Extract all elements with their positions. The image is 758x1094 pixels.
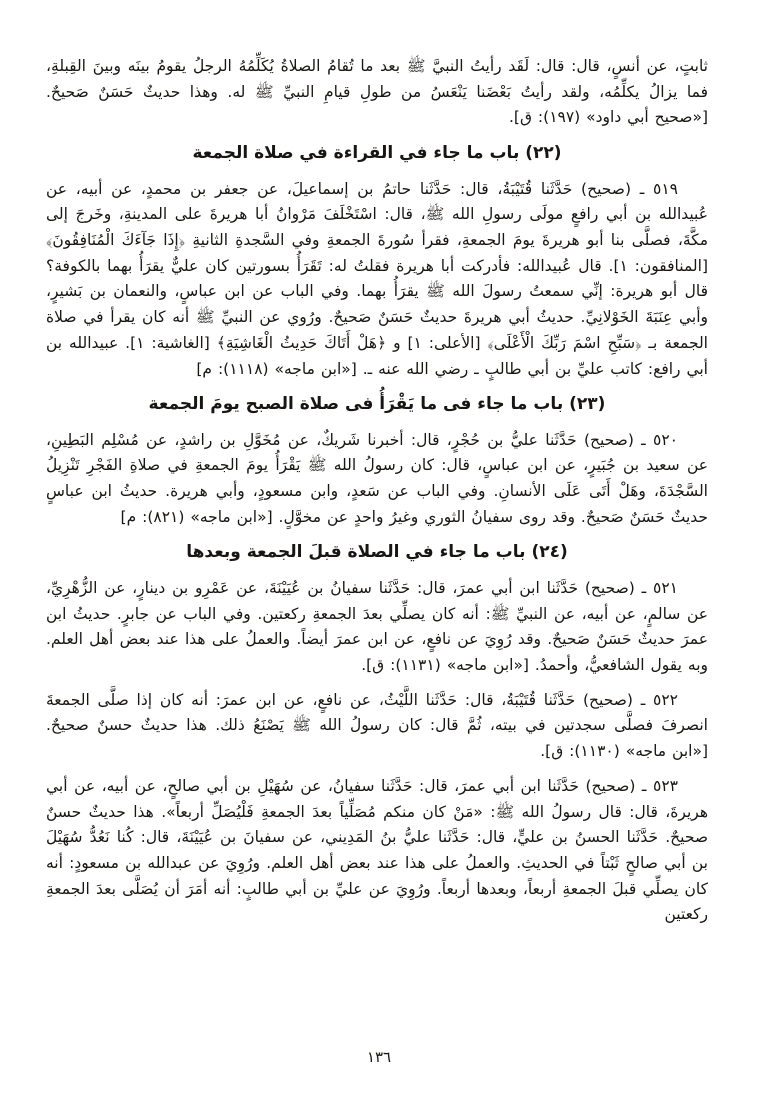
hadith-paragraph-520: ٥٢٠ ـ (صحيح) حَدَّثَنا عليُّ بن حُجْرٍ، قال: أخبرنا شَريكٌ، عن مُخَوَّلِ بن راشدٍ، عن مُسْلِم البَطِينِ، عن سعيد بن جُبَيرٍ، عن ابن عباسٍ، قال: كان رسولُ الله ﷺ يَقْرَأُ يومَ الجمعةِ في صلاةِ الفَجْرِ تَنْزِيلُ السَّجْدَةَ، وهَلْ أَتَى عَلَى الأنسانِ. وفي الباب عن سَعدٍ، وابن مسعودٍ، وأبي هريرة. حديثُ ابن عباسٍ حديثٌ حَسَنٌ صَحيحٌ. وقد روى سفيانُ الثوري وغيرُ واحدٍ عن مخوَّلٍ. [«ابن ماجه» (٨٢١): م] xyxy=(46,430,708,526)
hadith-paragraph-519: ٥١٩ ـ (صحيح) حَدَّثَنا قُتَيْبَةُ، قال: حَدَّثَنا حاتمُ بن إسماعيلَ، عن جعفر بن محمدٍ، عن أبيه، عن عُبيدالله بن أبي رافعٍ مولَى رسولِ الله ﷺ، قال: اسْتَخْلَفَ مَرْوانُ أبا هريرةَ على المدينةِ، وخَرجَ إلى مكَّةَ، فصلَّى بنا أبو هريرةَ يومَ الجمعةِ، فقرأ سُورةَ الجمعةِ وفي السَّجدةِ الثانيةِ ﴿إِذَا جَآءَكَ الْمُنَافِقُونَ﴾ [المنافقون: ١]. قال عُبيدالله: فأدركت أبا هريرة فقلتُ له: تَقَرَأُ بسورتين كان عليٌّ يقرَأُ بهما بالكوفة؟ قال أبو هريرة: إنِّي سمعتُ رسولَ الله ﷺ يقرَأُ بهما. وفي الباب عن ابن عباسٍ، والنعمان بن بَشيرٍ، وأبي عِنَبَةَ الخَوْلانِيِّ. حديثُ أبي هريرةَ حديثٌ حَسَنٌ صَحيحٌ. ورُوي عن النبيِّ ﷺ أنه كان يقرأ في صلاة الجمعة بـ ﴿سَبِّحِ اسْمَ رَبِّكَ الْأَعْلَى﴾ [الأعلى: ١] و ﴿هَلْ أَتَاكَ حَدِيثُ الْغَاشِيَةِ﴾ [الغاشية: ١]. عبيدالله بن أبي رافع: كاتب عليِّ بن أبي طالبٍ ـ رضي الله عنه ـ. [«ابن ماجه» (١١١٨): م] xyxy=(46,179,708,378)
hadith-paragraph-521: ٥٢١ ـ (صحيح) حَدَّثَنا ابن أبي عمرَ، قال: حَدَّثَنا سفيانُ بن عُيَيْنَةَ، عن عَمْرِو بن دينارٍ، عن الزُّهْرِيِّ، عن سالمٍ، عن أبيه، عن النبيِّ ﷺ: أنه كان يصلِّي بعدَ الجمعةِ ركعتين. وفي الباب عن جابرٍ. حديثُ ابن عمرَ حديثٌ حَسَنٌ صَحيحٌ. وقد رُوِيَ عن نافعٍ، عن ابن عمرَ أيضاً. والعملُ على هذا عند بعض أهل العلم. وبه يقول الشافعيُّ، وأحمدُ. [«ابن ماجه» (١١٣١): ق]. xyxy=(46,578,708,674)
hadith-paragraph-523: ٥٢٣ ـ (صحيح) حَدَّثَنا ابن أبي عمرَ، قال: حَدَّثَنا سفيانُ، عن سُهَيْلِ بن أبي صالحٍ، عن أبيه، عن أبي هريرةَ، قال: قال رسولُ الله ﷺ: «مَنْ كان منكم مُصَلِّياً بعدَ الجمعةِ فَلْيُصَلِّ أربعاً». هذا حديثٌ حسنٌ صحيحٌ. حَدَّثَنا الحسنُ بن عليٍّ، قال: حَدَّثَنا عليُّ بنُ المَدِيني، عن سفيانَ بن عُيَيْنَةَ، قال: كُنا نَعُدُّ سُهَيْلَ بن أبي صالحٍ ثَبْتاً في الحديثِ. والعملُ على هذا عند بعض أهل العلم. ورُوِيَ عن عبدالله بن مسعودٍ: أنه كان يصلِّي قبلَ الجمعةِ أربعاً، وبعدها أربعاً. ورُوِيَ عن عليِّ بن أبي طالبٍ: أنه أمَرَ أن يُصَلَّى بعدَ الجمعةِ ركعتين xyxy=(46,776,708,924)
chapter-heading-22: (٢٢) باب ما جاء في القراءة في صلاة الجمعة xyxy=(192,143,562,164)
hadith-paragraph-522: ٥٢٢ ـ (صحيح) حَدَّثَنا قُتَيْبَةُ، قال: حَدَّثَنا اللَّيْثُ، عن نافعٍ، عن ابن عمرَ: أنه كان إذا صلَّى الجمعةَ انصرفَ فصلَّى سجدتين في بيته، ثُمَّ قال: كان رسولُ الله ﷺ يَصْنَعُ ذلك. هذا حديثٌ حسنٌ صحيحٌ. [«ابن ماجه» (١١٣٠): ق]. xyxy=(46,690,708,761)
chapter-heading-23: (٢٣) باب ما جاء فى ما يَقْرَأُ فى صلاة الصبح يومَ الجمعة xyxy=(148,394,606,415)
page-number: ١٣٦ xyxy=(366,1048,392,1066)
chapter-heading-24: (٢٤) باب ما جاء في الصلاة قبلَ الجمعة وبعدها xyxy=(186,542,568,563)
continuation-paragraph: ثابتٍ، عن أنسٍ، قال: قال: لَقَد رأيتُ النبيَّ ﷺ بعد ما تُقامُ الصلاةُ يُكَلِّمُهُ الرجلُ يقومُ بينَه وبينَ القِبلةِ، فما يزالُ يكلِّمُه، ولقد رأيتُ بَعْضَنا يَنْعَسُ من طولِ قيامِ النبيِّ ﷺ له. وهذا حديثٌ حَسَنٌ صَحيحٌ. [«صحيح أبي داود» (١٩٧): ق]. xyxy=(46,57,708,127)
